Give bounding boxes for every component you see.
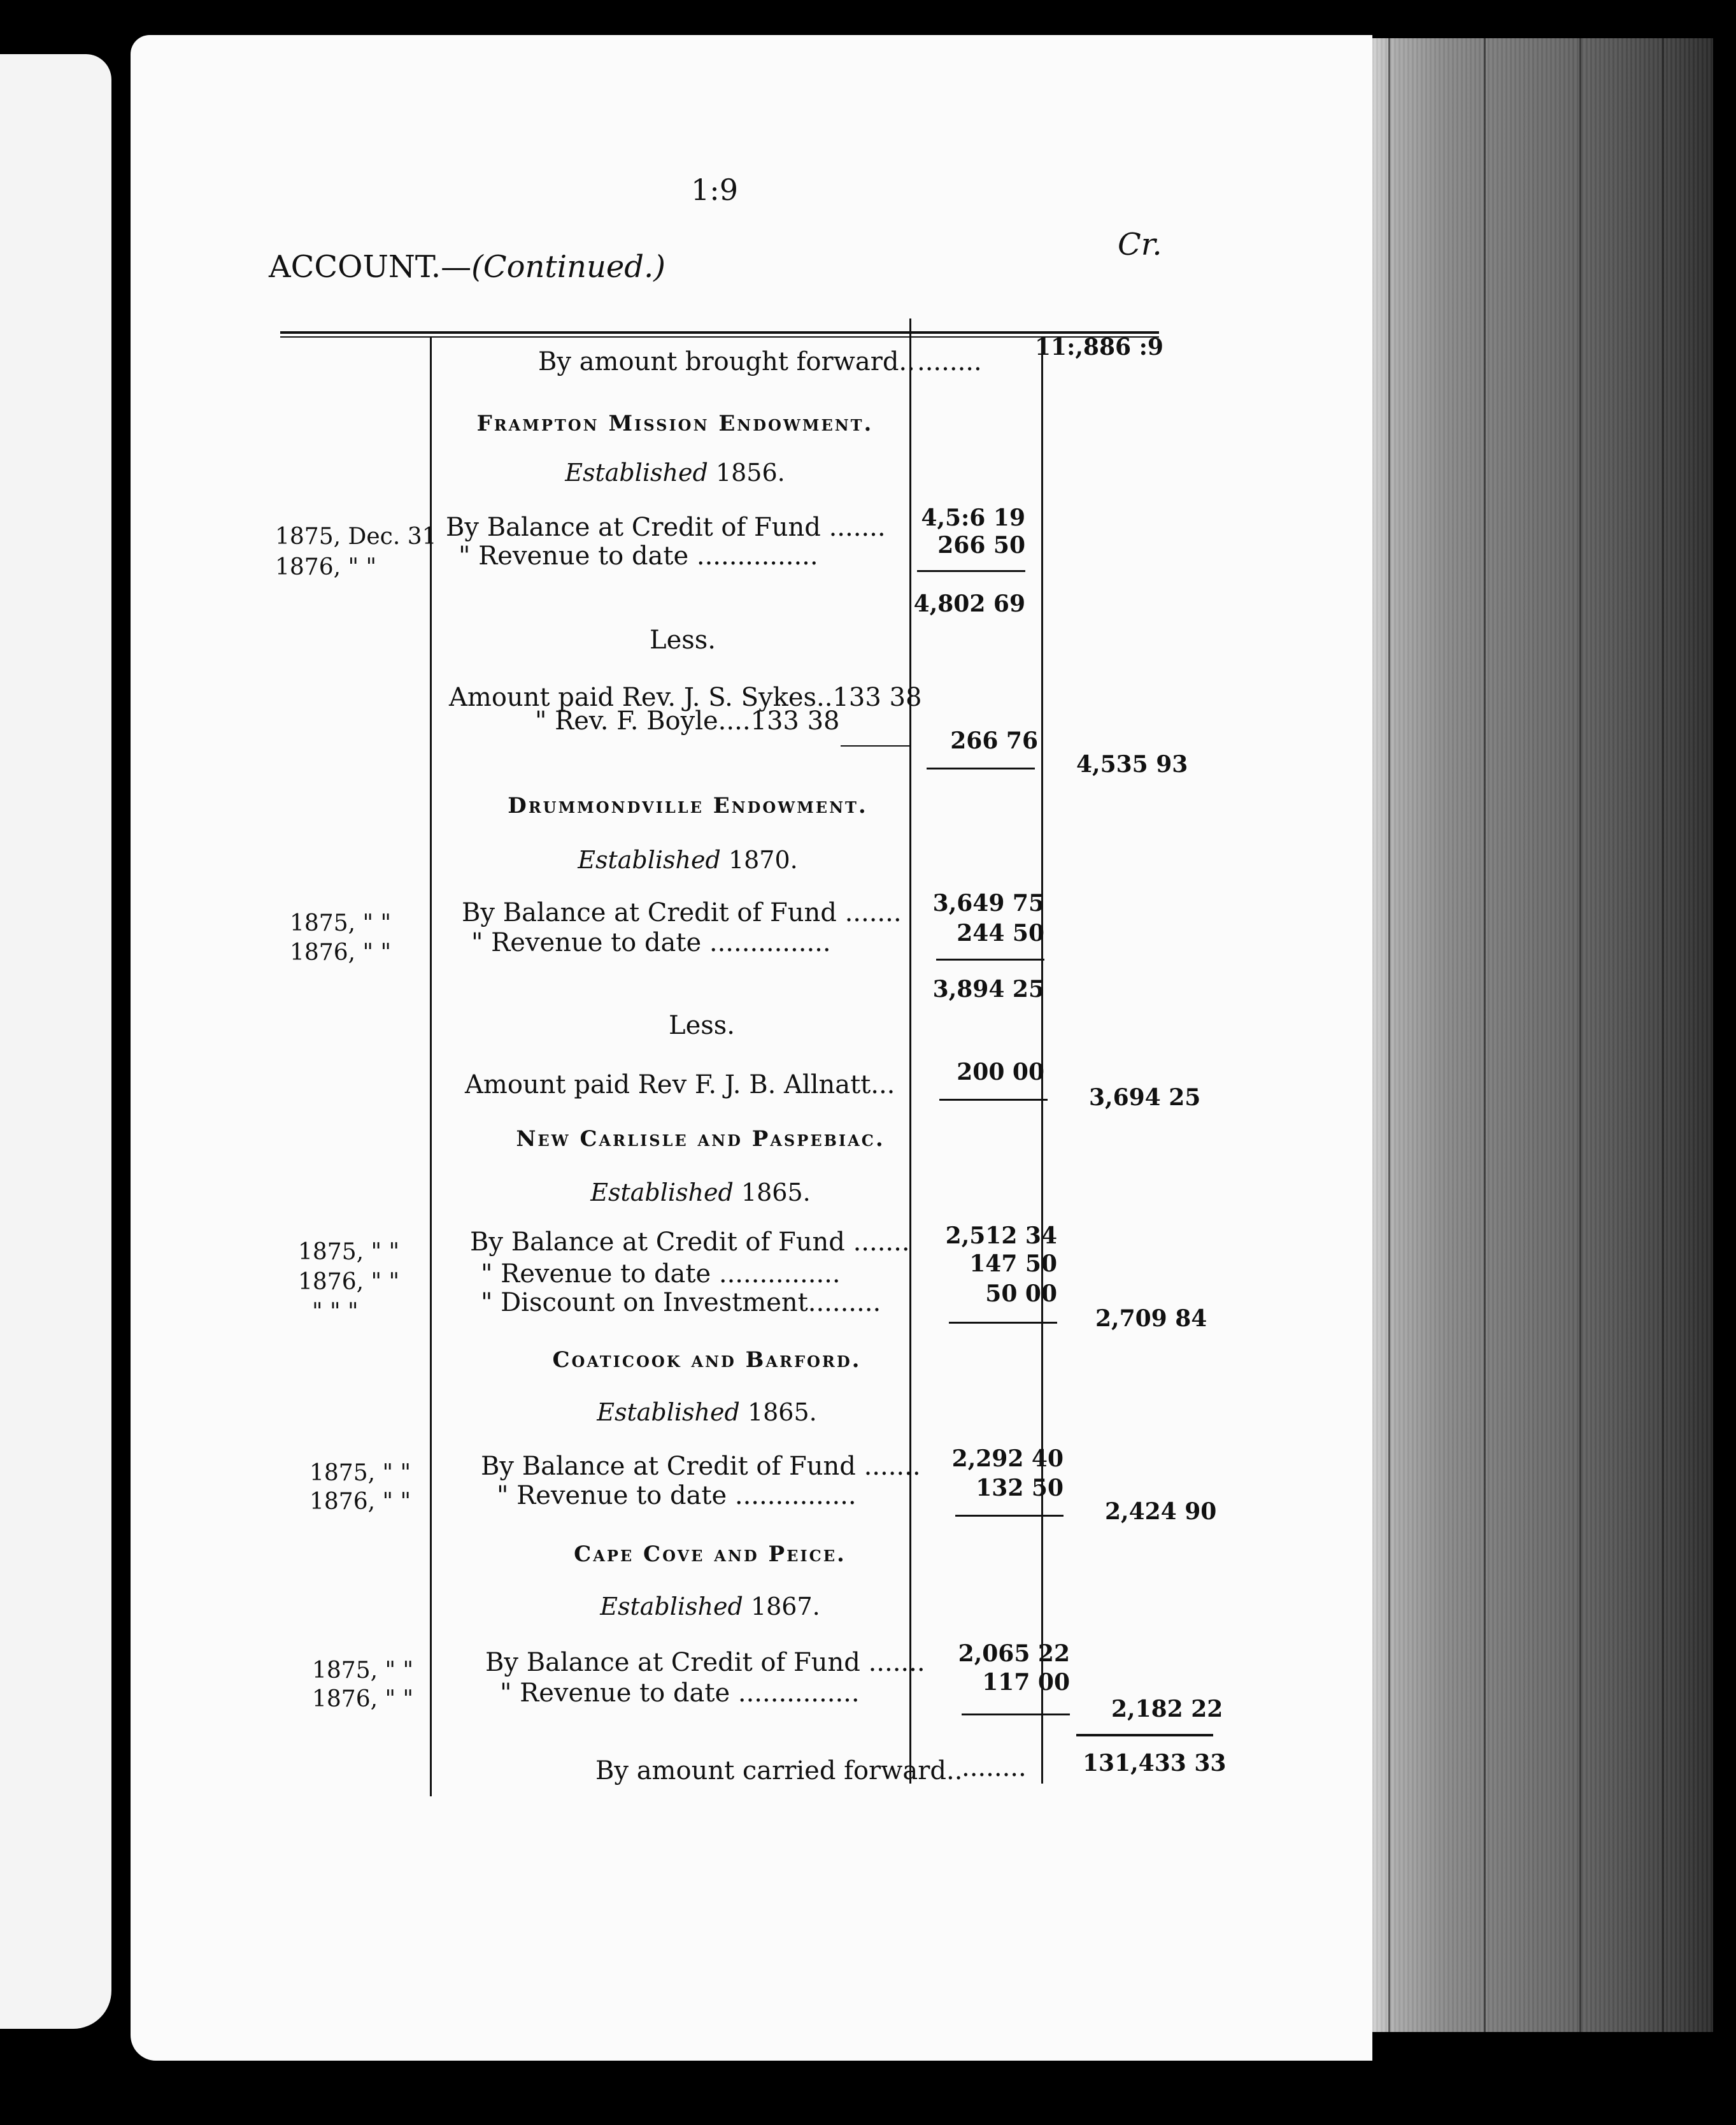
entry-amount: 2,512 34 <box>945 1222 1057 1249</box>
section-net-amount: 4,535 93 <box>1076 751 1188 778</box>
carried-forward-label: By amount carried forward.. <box>595 1756 963 1785</box>
subtotal-rule <box>936 959 1044 961</box>
section-net-amount: 2,182 22 <box>1111 1696 1223 1722</box>
deduction-label: Amount paid Rev F. J. B. Allnatt... <box>465 1070 895 1099</box>
section-rule <box>927 768 1035 769</box>
entry-date: 1875, Dec. 31 <box>275 524 437 550</box>
entry-label: " Revenue to date ............... <box>497 1481 857 1510</box>
entry-date: " " " <box>312 1299 359 1325</box>
entry-label: By Balance at Credit of Fund ....... <box>481 1452 921 1481</box>
account-title-text: ACCOUNT.— <box>269 249 472 285</box>
section-heading: Frampton Mission Endowment. <box>476 411 874 436</box>
entry-date: 1876, " " <box>312 1686 414 1712</box>
entry-label: By Balance at Credit of Fund ....... <box>446 513 886 542</box>
credit-side-label: Cr. <box>1118 227 1162 262</box>
entry-amount: 2,065 22 <box>958 1640 1070 1667</box>
entry-label: " Revenue to date ............... <box>500 1678 860 1708</box>
date-column-rule <box>430 338 432 1796</box>
deduction-total: 200 00 <box>957 1059 1044 1085</box>
header-rule-2 <box>280 336 1159 338</box>
entry-label: " Discount on Investment......... <box>481 1288 881 1317</box>
entry-date: 1876, " " <box>309 1489 411 1515</box>
section-heading: Drummondville Endowment. <box>508 793 868 819</box>
established-line: Established 1865. <box>597 1398 817 1426</box>
section-rule <box>939 1099 1048 1101</box>
subtotal-amount: 4,802 69 <box>913 590 1025 617</box>
entry-amount: 50 00 <box>985 1280 1057 1307</box>
section-rule <box>955 1515 1064 1517</box>
deduction-total: 266 76 <box>950 727 1038 754</box>
left-page <box>0 54 111 2029</box>
page-number: 1:9 <box>691 173 739 207</box>
section-net-amount: 2,424 90 <box>1105 1498 1217 1525</box>
entry-amount: 4,5:6 19 <box>921 504 1025 531</box>
entry-date: 1875, " " <box>309 1460 411 1486</box>
entry-amount: 132 50 <box>976 1475 1064 1501</box>
less-label: Less. <box>650 626 716 655</box>
established-line: Established 1856. <box>565 459 785 487</box>
entry-label: " Revenue to date ............... <box>481 1259 841 1289</box>
brought-forward-dots: ........ <box>917 347 982 376</box>
section-rule <box>949 1322 1057 1324</box>
account-title <box>269 249 665 285</box>
entry-amount: 117 00 <box>982 1669 1070 1696</box>
carried-forward-amount: 131,433 33 <box>1083 1750 1227 1777</box>
section-heading: Coaticook and Barford. <box>552 1347 862 1373</box>
section-rule <box>962 1714 1070 1715</box>
deduction-label: Amount paid Rev. J. S. Sykes..133 38 <box>449 683 922 712</box>
header-rule <box>280 331 1159 334</box>
entry-amount: 2,292 40 <box>951 1445 1064 1472</box>
established-line: Established 1870. <box>578 846 798 874</box>
entry-label: By Balance at Credit of Fund ....... <box>485 1648 925 1677</box>
section-net-amount: 3,694 25 <box>1089 1084 1201 1111</box>
section-heading: Cape Cove and Peice. <box>574 1542 846 1567</box>
subtotal-amount: 3,894 25 <box>932 976 1044 1003</box>
deduction-label: " Rev. F. Boyle....133 38 <box>535 706 840 736</box>
total-rule <box>1076 1734 1213 1736</box>
entry-date: 1875, " " <box>290 910 392 936</box>
entry-amount: 266 50 <box>937 532 1025 559</box>
brought-forward-amount: 11:,886 :9 <box>1035 334 1163 361</box>
carried-forward-dots: ........ <box>962 1753 1027 1782</box>
entry-label: " Revenue to date ............... <box>459 541 818 571</box>
entry-date: 1876, " " <box>290 940 392 966</box>
less-label: Less. <box>669 1011 736 1040</box>
entry-amount: 244 50 <box>957 920 1044 947</box>
established-line: Established 1865. <box>590 1178 811 1206</box>
brought-forward-label: By amount brought forward.. <box>538 347 915 376</box>
continued-label: (Continued.) <box>471 249 665 285</box>
entry-date: 1876, " " <box>298 1269 400 1295</box>
established-line: Established 1867. <box>600 1592 820 1621</box>
entry-label: By Balance at Credit of Fund ....... <box>470 1227 910 1257</box>
entry-label: By Balance at Credit of Fund ....... <box>462 898 902 927</box>
entry-date: 1875, " " <box>312 1657 414 1684</box>
section-net-amount: 2,709 84 <box>1095 1305 1207 1332</box>
entry-date: 1875, " " <box>298 1239 400 1265</box>
entry-date: 1876, " " <box>275 554 377 580</box>
entry-amount: 147 50 <box>969 1250 1057 1277</box>
entry-label: " Revenue to date ............... <box>471 928 831 957</box>
deduction-rule <box>841 745 911 747</box>
subtotal-rule <box>917 570 1025 572</box>
section-heading: New Carlisle and Paspebiac. <box>516 1126 885 1152</box>
book-page-edges <box>1318 38 1713 2032</box>
entry-amount: 3,649 75 <box>932 890 1044 917</box>
